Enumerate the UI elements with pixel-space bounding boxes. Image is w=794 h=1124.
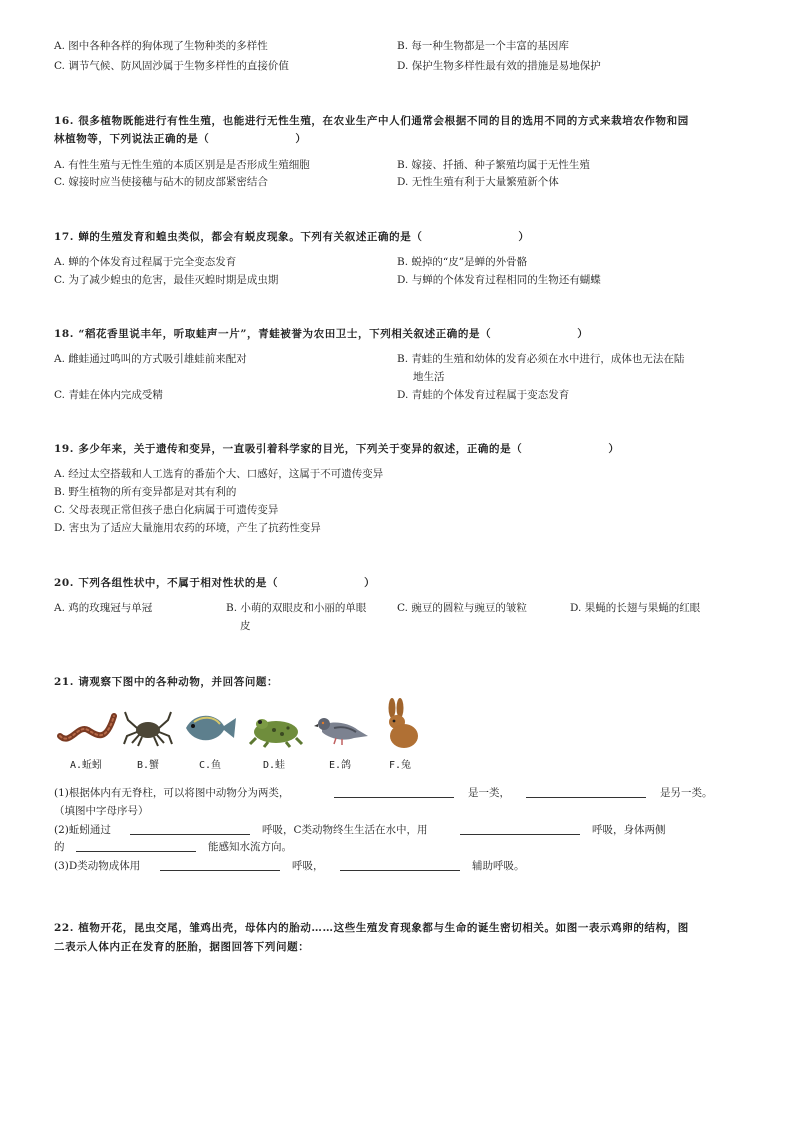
q17-stem: 17. 蝉的生殖发育和蝗虫类似，都会有蜕皮现象。下列有关叙述正确的是（ ） [54,231,530,243]
animal-label-b: B.蟹 [136,760,160,771]
q21-p2-text-b: 呼吸，C类动物终生生活在水中，用 [262,824,428,836]
q15-option-b: B. 每一种生物都是一个丰富的基因库 [397,40,569,52]
q21-p3-text-a: (3)D类动物成体用 [54,860,141,872]
q16-stem-line2: 林植物等，下列说法正确的是（ ） [54,133,307,145]
q15-option-d: D. 保护生物多样性最有效的措施是易地保护 [397,60,601,72]
q21-p2-text-c: 呼吸，身体两侧 [592,824,666,836]
earthworm-icon [56,706,118,748]
q21-p2-text-d: 的 [54,841,65,853]
q21-p3-text-b: 呼吸， [292,860,324,872]
q20-option-d: D. 果蝇的长翅与果蝇的红眼 [570,602,701,614]
crab-icon [122,708,174,748]
q16-option-c: C. 嫁接时应当使接穗与砧木的韧皮部紧密结合 [54,176,268,188]
q22-stem-line1: 22. 植物开花，昆虫交尾，雏鸡出壳，母体内的胎动……这些生殖发育现象都与生命的诞生密切相关。如图一表示鸡卵的结构，图 [54,922,689,934]
q18-option-b-line2: 地生活 [413,371,445,383]
fish-icon [180,708,238,748]
q18-option-c: C. 青蛙在体内完成受精 [54,389,163,401]
q16-option-a: A. 有性生殖与无性生殖的本质区别是是否形成生殖细胞 [54,159,310,171]
q15-option-a: A. 图中各种各样的狗体现了生物种类的多样性 [54,40,268,52]
q16-option-b: B. 嫁接、扦插、种子繁殖均属于无性生殖 [397,159,590,171]
q18-option-b-line1: B. 青蛙的生殖和幼体的发育必须在水中进行，成体也无法在陆 [397,353,685,365]
q21-p2-blank-3[interactable] [76,851,196,852]
q21-p2-text-e: 能感知水流方向。 [208,841,292,853]
q20-option-c: C. 豌豆的圆粒与豌豆的皱粒 [397,602,527,614]
q21-p1-blank-1[interactable] [334,797,454,798]
q17-option-c: C. 为了减少蝗虫的危害，最佳灭蝗时期是成虫期 [54,274,279,286]
q21-stem: 21. 请观察下图中的各种动物，并回答问题： [54,676,279,688]
q20-option-b-line2: 皮 [240,620,251,632]
q16-stem-line1: 16. 很多植物既能进行有性生殖，也能进行无性生殖，在农业生产中人们通常会根据不同的目的选用不同的方式来栽培农作物和园 [54,115,689,127]
frog-icon [246,710,304,748]
q19-option-c: C. 父母表现正常但孩子患白化病属于可遗传变异 [54,504,279,516]
q18-stem: 18. “稻花香里说丰年，听取蛙声一片”，青蛙被誉为农田卫士，下列相关叙述正确的是（ ） [54,328,589,340]
q20-stem: 20. 下列各组性状中，不属于相对性状的是（ ） [54,577,376,589]
q21-p1-text-a: (1)根据体内有无脊柱，可以将图中动物分为两类， [54,787,290,799]
q20-option-b-line1: B. 小萌的双眼皮和小丽的单眼 [226,602,367,614]
animal-label-f: F.兔 [388,760,412,771]
pigeon-icon [312,708,370,748]
q16-option-d: D. 无性生殖有利于大量繁殖新个体 [397,176,559,188]
q21-p1-blank-2[interactable] [526,797,646,798]
q17-option-d: D. 与蝉的个体发育过程相同的生物还有蝴蝶 [397,274,601,286]
animal-label-e: E.鸽 [328,760,352,771]
q20-option-a: A. 鸡的玫瑰冠与单冠 [54,602,153,614]
q19-option-a: A. 经过太空搭载和人工选育的番茄个大、口感好，这属于不可遗传变异 [54,468,384,480]
rabbit-icon [380,698,424,750]
animal-label-a: A.蚯蚓 [69,760,103,771]
q21-p2-text-a: (2)蚯蚓通过 [54,824,111,836]
animal-label-d: D.蛙 [262,760,286,771]
q21-p1-text-b: 是一类， [468,787,510,799]
q19-option-b: B. 野生植物的所有变异都是对其有利的 [54,486,237,498]
q17-option-b: B. 蜕掉的“皮”是蝉的外骨骼 [397,256,528,268]
q15-option-c: C. 调节气候、防风固沙属于生物多样性的直接价值 [54,60,289,72]
animal-label-c: C.鱼 [198,760,222,771]
q21-p2-blank-2[interactable] [460,834,580,835]
q22-stem-line2: 二表示人体内正在发育的胚胎，据图回答下列问题： [54,941,310,953]
q21-p3-blank-2[interactable] [340,870,460,871]
q17-option-a: A. 蝉的个体发育过程属于完全变态发育 [54,256,237,268]
q21-p1-text-c: 是另一类。 [660,787,713,799]
q19-option-d: D. 害虫为了适应大量施用农药的环境，产生了抗药性变异 [54,522,321,534]
q21-p3-blank-1[interactable] [160,870,280,871]
q18-option-d: D. 青蛙的个体发育过程属于变态发育 [397,389,570,401]
q18-option-a: A. 雌蛙通过鸣叫的方式吸引雄蛙前来配对 [54,353,247,365]
q21-p2-blank-1[interactable] [130,834,250,835]
q19-stem: 19. 多少年来，关于遗传和变异，一直吸引着科学家的目光，下列关于变异的叙述，正确的是（ ） [54,443,620,455]
q21-p3-text-c: 辅助呼吸。 [472,860,525,872]
q21-p1-note: （填图中字母序号） [54,805,149,817]
